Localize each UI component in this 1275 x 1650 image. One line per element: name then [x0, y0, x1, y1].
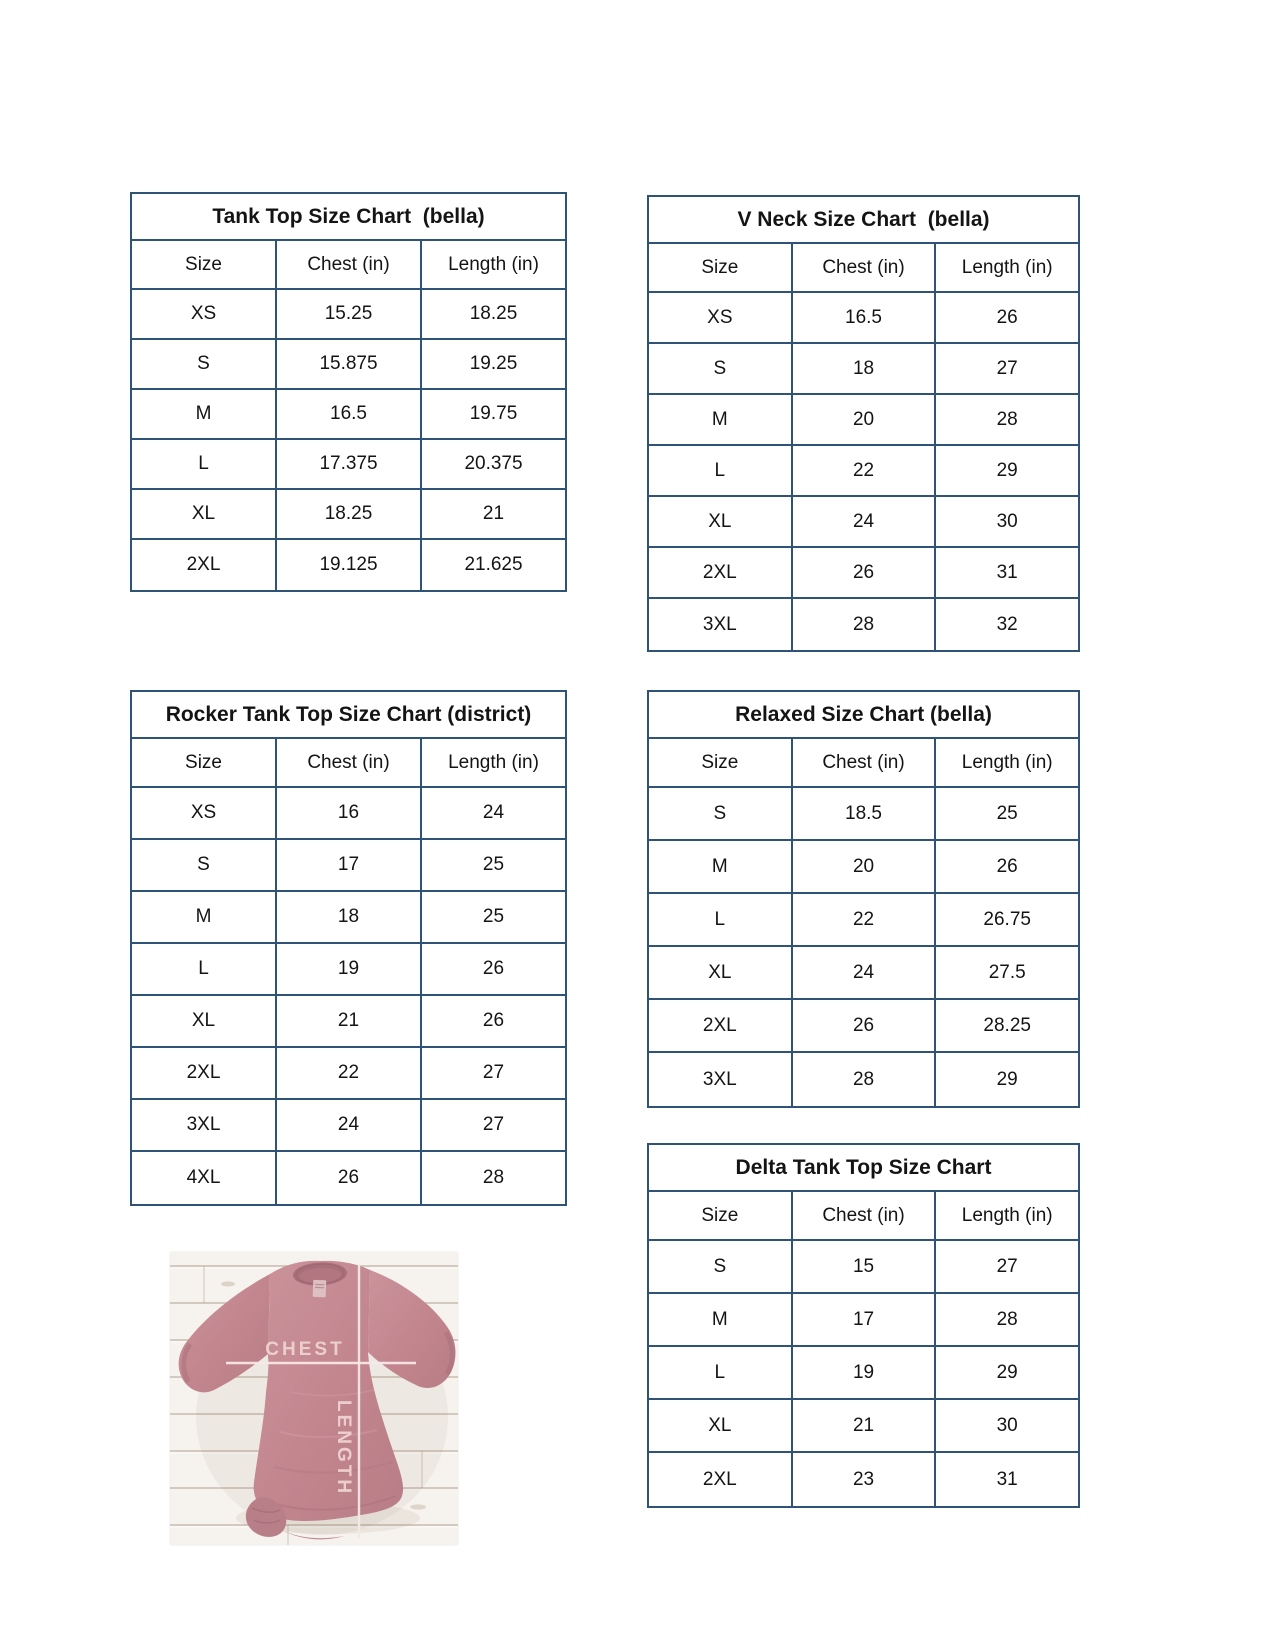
table-cell: M — [132, 892, 277, 942]
table-cell: 18.25 — [277, 490, 422, 538]
size-table-delta-tank-top — [647, 1143, 1080, 1508]
table-body — [132, 788, 565, 1204]
column-header-chest: Chest (in) — [793, 244, 937, 291]
table-cell: 24 — [482, 802, 505, 823]
table-cell: S — [649, 344, 793, 393]
table-cell: 3XL — [649, 1053, 793, 1106]
table-cell: 16 — [277, 788, 422, 838]
table-cell: 27 — [482, 1114, 505, 1135]
table-cell: 26 — [793, 548, 937, 597]
table-cell: 21.625 — [464, 554, 523, 575]
size-table-relaxed-bella — [647, 690, 1080, 1108]
table-row — [132, 540, 565, 590]
table-cell: S — [649, 1241, 793, 1292]
table-cell: 19 — [793, 1347, 937, 1398]
table-cell: 2XL — [132, 540, 277, 590]
table-cell: XS — [649, 293, 793, 342]
length-label: LENGTH — [333, 1400, 354, 1497]
table-row — [649, 1000, 1078, 1053]
column-header-length: Length (in) — [961, 256, 1053, 278]
column-header-chest: Chest (in) — [793, 1192, 937, 1239]
table-cell: 28 — [482, 1167, 505, 1188]
table-cell: 3XL — [132, 1100, 277, 1150]
table-row — [132, 892, 565, 944]
table-cell: 15.25 — [277, 290, 422, 338]
table-cell: 20.375 — [464, 453, 523, 474]
table-cell: 24 — [277, 1100, 422, 1150]
table-cell: 29 — [996, 1361, 1018, 1383]
table-cell: 16.5 — [277, 390, 422, 438]
table-cell: 26 — [482, 958, 505, 979]
table-body — [649, 293, 1078, 650]
table-row — [649, 947, 1078, 1000]
table-cell: 3XL — [649, 599, 793, 650]
table-row — [649, 446, 1078, 497]
table-cell: 26 — [277, 1152, 422, 1204]
table-row — [132, 390, 565, 440]
table-row — [649, 1453, 1078, 1506]
table-row — [132, 1152, 565, 1204]
table-body — [132, 290, 565, 590]
table-header-row — [649, 244, 1078, 293]
table-row — [649, 1053, 1078, 1106]
column-header-length: Length (in) — [961, 1204, 1053, 1226]
table-title: Tank Top Size Chart (bella) — [132, 194, 565, 241]
table-header-row — [132, 241, 565, 290]
table-cell: 19.125 — [277, 540, 422, 590]
table-cell: XL — [132, 490, 277, 538]
chest-label: CHEST — [265, 1339, 345, 1360]
table-cell: 27 — [482, 1062, 505, 1083]
table-row — [132, 1048, 565, 1100]
table-cell: 19.75 — [469, 403, 518, 424]
column-header-size: Size — [132, 241, 277, 288]
table-cell: S — [132, 840, 277, 890]
table-cell: 15.875 — [277, 340, 422, 388]
table-cell: 15 — [793, 1241, 937, 1292]
table-cell: 17.375 — [277, 440, 422, 488]
column-header-size: Size — [649, 739, 793, 786]
table-cell: XS — [132, 788, 277, 838]
column-header-length: Length (in) — [961, 751, 1053, 773]
table-cell: L — [649, 446, 793, 495]
table-header-row — [649, 1192, 1078, 1241]
table-cell: 26 — [793, 1000, 937, 1051]
table-row — [649, 894, 1078, 947]
table-cell: 17 — [277, 840, 422, 890]
column-header-size: Size — [132, 739, 277, 786]
table-cell: 17 — [793, 1294, 937, 1345]
table-cell: 2XL — [649, 1000, 793, 1051]
table-row — [649, 497, 1078, 548]
table-row — [649, 788, 1078, 841]
table-cell: 28 — [793, 1053, 937, 1106]
neck-tag — [313, 1280, 327, 1297]
table-cell: M — [649, 1294, 793, 1345]
column-header-chest: Chest (in) — [277, 241, 422, 288]
table-cell: 21 — [793, 1400, 937, 1451]
table-row — [649, 293, 1078, 344]
table-cell: L — [649, 894, 793, 945]
size-table-v-neck-bella — [647, 195, 1080, 652]
size-table-rocker-tank-top-district — [130, 690, 567, 1206]
table-cell: 19.25 — [469, 353, 518, 374]
table-cell: 24 — [793, 497, 937, 546]
table-cell: L — [649, 1347, 793, 1398]
table-cell: 4XL — [132, 1152, 277, 1204]
table-row — [649, 548, 1078, 599]
table-cell: 27 — [996, 1255, 1018, 1277]
table-cell: S — [649, 788, 793, 839]
table-cell: 30 — [996, 510, 1018, 532]
column-header-chest: Chest (in) — [277, 739, 422, 786]
table-cell: 2XL — [649, 548, 793, 597]
table-row — [132, 440, 565, 490]
column-header-length: Length (in) — [448, 751, 539, 773]
table-cell: 20 — [793, 841, 937, 892]
table-row — [132, 944, 565, 996]
table-cell: M — [649, 841, 793, 892]
table-row — [649, 1294, 1078, 1347]
table-cell: 18.25 — [469, 303, 518, 324]
table-cell: 20 — [793, 395, 937, 444]
table-cell: 18 — [277, 892, 422, 942]
size-table-tank-top-bella — [130, 192, 567, 592]
shirt-measurement-photo — [170, 1252, 458, 1545]
table-cell: 26 — [482, 1010, 505, 1031]
table-row — [132, 290, 565, 340]
table-cell: 31 — [996, 1468, 1018, 1490]
table-header-row — [649, 739, 1078, 788]
table-cell: 25 — [482, 854, 505, 875]
table-cell: 28 — [793, 599, 937, 650]
table-row — [649, 395, 1078, 446]
table-cell: XL — [132, 996, 277, 1046]
table-cell: 22 — [277, 1048, 422, 1098]
table-cell: 18.5 — [793, 788, 937, 839]
table-cell: 29 — [996, 1068, 1018, 1090]
table-cell: M — [132, 390, 277, 438]
table-cell: 2XL — [132, 1048, 277, 1098]
table-cell: 2XL — [649, 1453, 793, 1506]
table-row — [649, 1347, 1078, 1400]
table-cell: 16.5 — [793, 293, 937, 342]
table-cell: 24 — [793, 947, 937, 998]
table-cell: XL — [649, 497, 793, 546]
table-row — [132, 490, 565, 540]
table-cell: XL — [649, 1400, 793, 1451]
table-cell: 28 — [996, 408, 1018, 430]
table-row — [132, 996, 565, 1048]
table-cell: XS — [132, 290, 277, 338]
tshirt-image — [170, 1252, 458, 1545]
table-cell: L — [132, 440, 277, 488]
table-cell: 23 — [793, 1453, 937, 1506]
table-cell: 26 — [996, 306, 1018, 328]
table-cell: 31 — [996, 561, 1018, 583]
table-cell: 21 — [482, 503, 505, 524]
table-title: Rocker Tank Top Size Chart (district) — [132, 692, 565, 739]
table-cell: M — [649, 395, 793, 444]
table-body — [649, 1241, 1078, 1506]
table-cell: 28.25 — [983, 1014, 1031, 1036]
table-cell: 21 — [277, 996, 422, 1046]
table-cell: 19 — [277, 944, 422, 994]
table-row — [132, 788, 565, 840]
table-row — [649, 1241, 1078, 1294]
table-cell: 26.75 — [983, 908, 1031, 930]
table-cell: 22 — [793, 894, 937, 945]
table-row — [649, 1400, 1078, 1453]
table-cell: 18 — [793, 344, 937, 393]
table-title: V Neck Size Chart (bella) — [649, 197, 1078, 244]
table-row — [132, 840, 565, 892]
table-cell: 25 — [996, 802, 1018, 824]
table-row — [649, 841, 1078, 894]
table-cell: 32 — [996, 613, 1018, 635]
column-header-chest: Chest (in) — [793, 739, 937, 786]
table-row — [649, 599, 1078, 650]
table-cell: 28 — [996, 1308, 1018, 1330]
table-row — [132, 340, 565, 390]
table-cell: 29 — [996, 459, 1018, 481]
column-header-size: Size — [649, 1192, 793, 1239]
table-cell: 25 — [482, 906, 505, 927]
column-header-size: Size — [649, 244, 793, 291]
table-title: Relaxed Size Chart (bella) — [649, 692, 1078, 739]
table-cell: 30 — [996, 1414, 1018, 1436]
table-row — [132, 1100, 565, 1152]
table-cell: 26 — [996, 855, 1018, 877]
table-cell: 27 — [996, 357, 1018, 379]
table-header-row — [132, 739, 565, 788]
table-title: Delta Tank Top Size Chart — [649, 1145, 1078, 1192]
table-cell: XL — [649, 947, 793, 998]
table-body — [649, 788, 1078, 1106]
table-cell: 22 — [793, 446, 937, 495]
table-cell: L — [132, 944, 277, 994]
table-cell: 27.5 — [988, 961, 1026, 983]
table-cell: S — [132, 340, 277, 388]
column-header-length: Length (in) — [448, 253, 539, 275]
table-row — [649, 344, 1078, 395]
